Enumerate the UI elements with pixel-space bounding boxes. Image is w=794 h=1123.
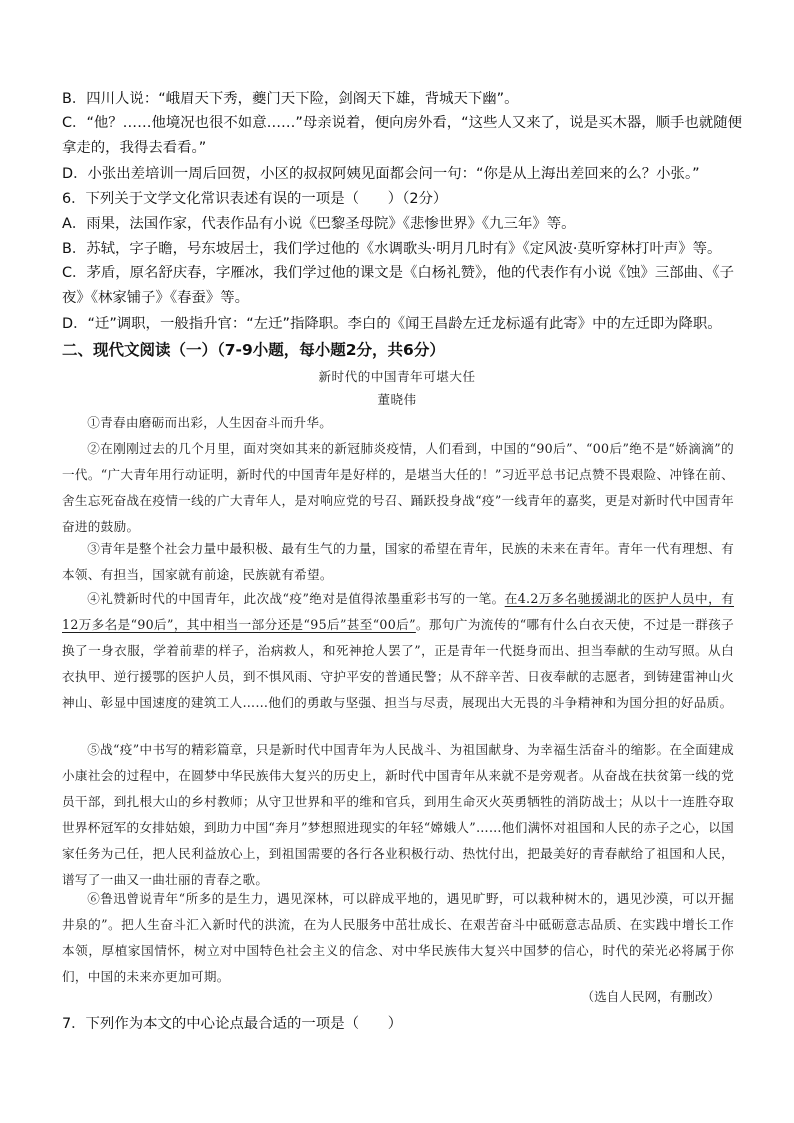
question-6-option-d: D．“迁”调职，一般指升官：“左迁”指降职。李白的《闻王昌龄左迁龙标遥有此寄》中的左迁即为降职。 — [62, 316, 722, 332]
option-c-text: C．“他？……他境况也很不如意……”母亲说着，便向房外看，“这些人又来了，说是买木器，顺手也就随便拿走的，我得去看看。” — [62, 115, 742, 156]
article-paragraph-4 — [62, 586, 734, 716]
paragraph-4-underlined-sentence: 在4.2万多名驰援湖北的医护人员中，有12万多名是“90后”，其中相当一部分还是“95后”甚至“00后” — [62, 591, 735, 632]
question-6-option-c: C．茅盾，原名舒庆春，字雁冰，我们学过他的课文是《白杨礼赞》，他的代表作有小说《蚀》三部曲、《子夜》《林家铺子》《春蚕》等。 — [62, 265, 735, 306]
question-6-option-a: A．雨果，法国作家，代表作品有小说《巴黎圣母院》《悲惨世界》《九三年》等。 — [62, 216, 576, 232]
paragraph-4-rest: 。那句广为流传的“哪有什么白衣天使，不过是一群孩子换了一身衣服，学着前辈的样子，治病救人，和死神抢人罢了”，正是青年一代挺身而出、担当奉献的生动写照。从白衣执甲、逆行援鄂的医护人员，到不惧风雨、守护平安的普通民警；从不辞辛苦、日夜奉献的志愿者，到铸建雷神山火神山、彰显中国速度的建筑工人……他们的勇敢与坚强、担当与尽责，展现出大无畏的斗争精神和为国分担的好品质。 — [62, 617, 734, 710]
paragraph-4-lead: ④礼赞新时代的中国青年，此次战“疫”绝对是值得浓墨重彩书写的一笔。 — [87, 591, 505, 606]
question-6-option-b: B．苏轼，字子瞻，号东坡居士，我们学过他的《水调歌头·明月几时有》《定风波·莫听穿林打叶声》等。 — [62, 241, 722, 257]
article-source: （选自人民网，有删改） — [581, 989, 720, 1004]
article-title: 新时代的中国青年可堪大任 — [318, 369, 476, 384]
question-7-stem: 7．下列作为本文的中心论点最合适的一项是（ ） — [62, 1016, 403, 1032]
article-paragraph-6: ⑥鲁迅曾说青年“所多的是生力，遇见深林，可以辟成平地的，遇见旷野，可以栽种树木的，遇见沙漠，可以开掘井泉的”。把人生奋斗汇入新时代的洪流，在为人民服务中茁壮成长、在艰苦奋斗中砥砺意志品质、在实践中增长工作本领，厚植家国情怀，树立对中国特色社会主义的信念、对中华民族伟大复兴中国梦的信心，时代的荣光必将属于你们，中国的未来亦更加可期。 — [62, 891, 734, 984]
article-paragraph-5: ⑤战“疫”中书写的精彩篇章，只是新时代中国青年为人民战斗、为祖国献身、为幸福生活奋斗的缩影。在全面建成小康社会的过程中，在圆梦中华民族伟大复兴的历史上，新时代中国青年从来就不是旁观者。从奋战在扶贫第一线的党员干部，到扎根大山的乡村教师；从守卫世界和平的维和官兵，到用生命灭火英勇牺牲的消防战士；从以十一连胜夺取世界杯冠军的女排姑娘，到助力中国“奔月”梦想照进现实的年轻“嫦娥人”……他们满怀对祖国和人民的赤子之心，以国家任务为己任，把人民利益放心上，到祖国需要的各行各业积极行动、热忱付出，把最美好的青春献给了祖国和人民，谱写了一曲又一曲壮丽的青春之歌。 — [62, 742, 734, 887]
article-paragraph-2: ②在刚刚过去的几个月里，面对突如其来的新冠肺炎疫情，人们看到，中国的“90后”、“00后”绝不是“娇滴滴”的一代。“广大青年用行动证明，新时代的中国青年是好样的，是堪当大任的！”习近平总书记点赞不畏艰险、冲锋在前、舍生忘死奋战在疫情一线的广大青年人，是对响应党的号召、踊跃投身战“疫”一线青年的嘉奖，更是对新时代中国青年奋进的鼓励。 — [62, 441, 734, 534]
article-paragraph-3: ③青年是整个社会力量中最积极、最有生气的力量，国家的希望在青年，民族的未来在青年。青年一代有理想、有本领、有担当，国家就有前途，民族就有希望。 — [62, 541, 734, 582]
question-6-stem: 6．下列关于文学文化常识表述有误的一项是（ ）（2分） — [62, 191, 448, 207]
article-author: 董晓伟 — [377, 392, 417, 407]
option-b-text: B．四川人说：“峨眉天下秀，夔门天下险，剑阁天下雄，背城天下幽”。 — [62, 91, 519, 107]
option-d-text: D．小张出差培训一周后回贺，小区的叔叔阿姨见面都会问一句：“你是从上海出差回来的么？小张。” — [62, 166, 700, 182]
article-paragraph-1: ①青春由磨砺而出彩，人生因奋斗而升华。 — [87, 415, 333, 430]
section-2-heading: 二、现代文阅读（一）（7-9小题，每小题2分，共6分） — [62, 341, 445, 359]
